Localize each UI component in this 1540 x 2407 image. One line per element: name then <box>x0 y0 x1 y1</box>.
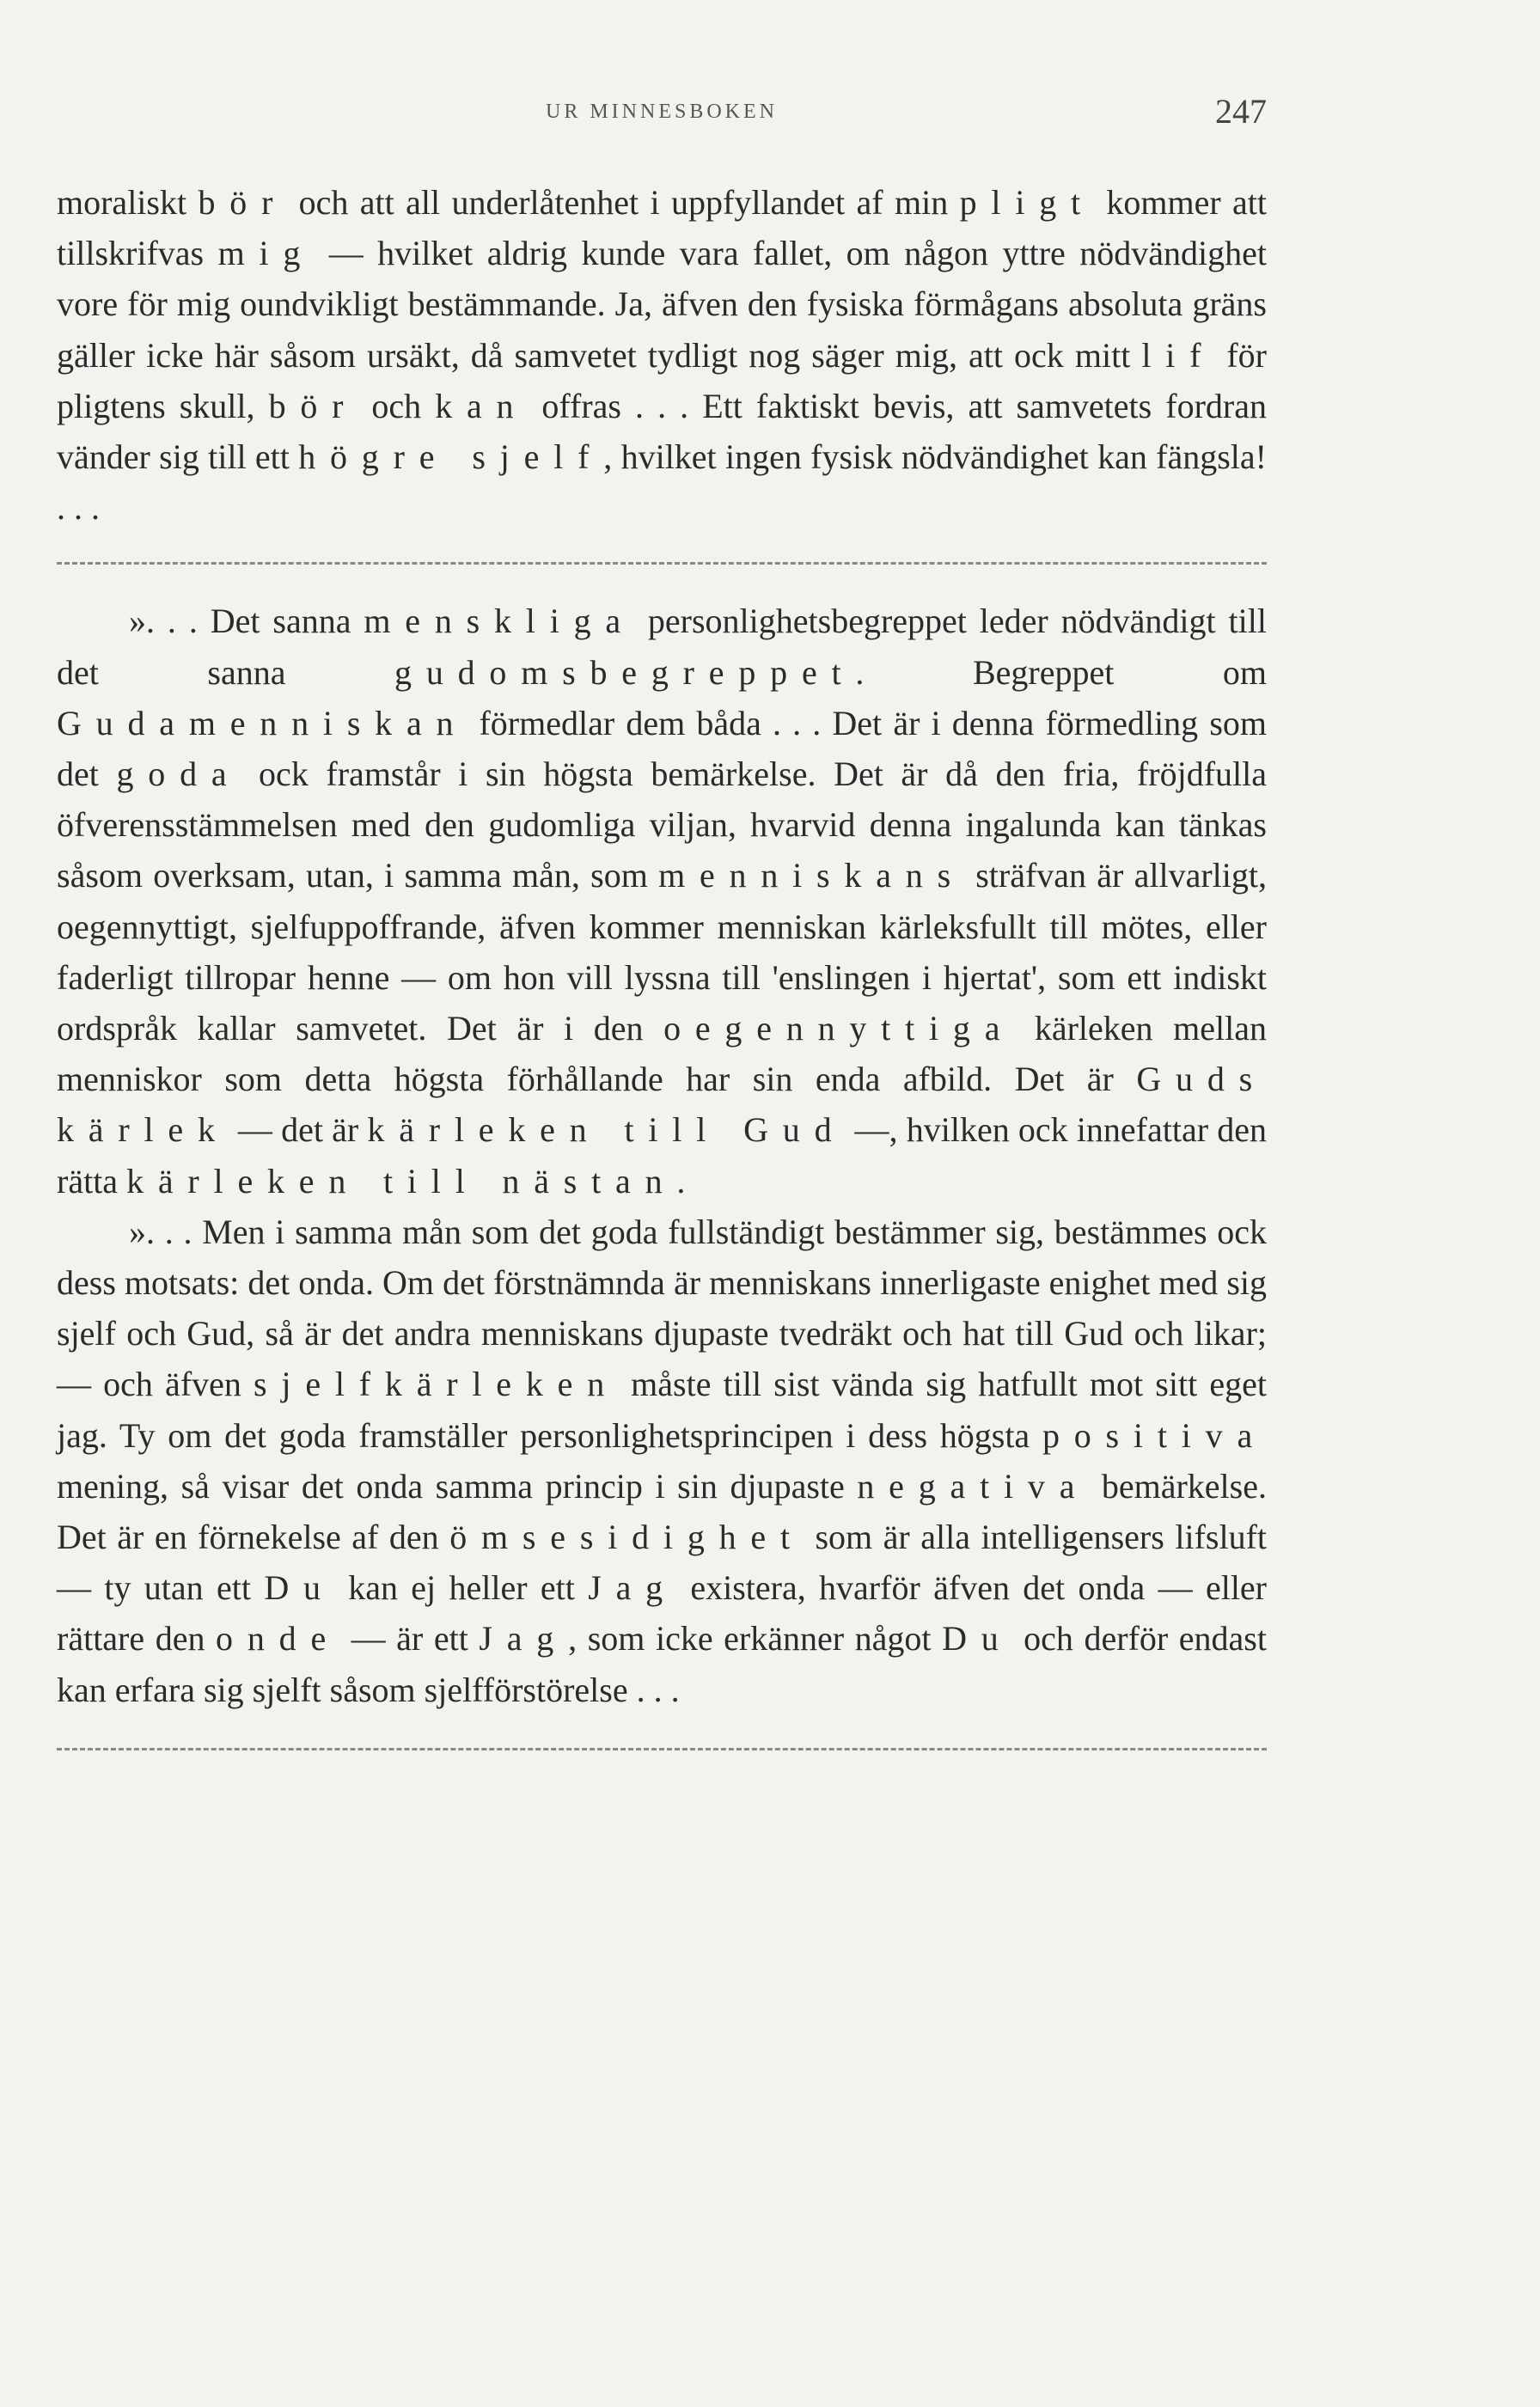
text-run: , som icke erkänner något <box>568 1619 943 1659</box>
text-run: och att all underlåtenhet i uppfyllandet af min <box>287 183 960 222</box>
spaced-emphasis: menniskans <box>658 856 965 895</box>
text-run: kan ej heller ett <box>334 1568 589 1608</box>
section-divider <box>57 562 1267 565</box>
running-head: UR MINNESBOKEN <box>545 101 778 123</box>
text-run: måste till sist vända sig hatfullt mot sitt eget jag. Ty om det goda framställer personlighetsprincipen i dess högsta <box>57 1365 1267 1455</box>
spaced-emphasis: gudomsbegreppet <box>394 652 856 692</box>
text-run: . Begreppet om <box>855 652 1267 692</box>
text-run: förmedlar dem båda . . . Det är i denna förmedling som det <box>57 703 1267 794</box>
text-run: — är ett <box>340 1619 480 1659</box>
text-run: — det är <box>229 1110 368 1150</box>
spaced-emphasis: positiva <box>1042 1415 1267 1455</box>
spaced-emphasis: bör <box>268 386 358 425</box>
text-run: — hvilket aldrig kunde vara fallet, om någon yttre nödvändighet vore för mig oundvikligt bestämmande. Ja, äfven den fysiska förmågans absoluta gräns gäller icke här såsom ursäkt, då samvetet tydligt nog säger mig, att ock mitt <box>57 234 1268 375</box>
spaced-emphasis: Jag <box>588 1568 677 1608</box>
text-run: bemärkelse. Det är en förnekelse af den <box>57 1466 1267 1557</box>
text-run: sträfvan är allvarligt, oegennyttigt, sjelfuppoffrande, äfven kommer menniskan kärleksfullt till mötes, eller faderligt tillropar henne — om hon vill lyssna till 'enslingen i hjertat', som ett indiskt ordspråk kallar samvetet. Det är i den <box>57 856 1267 1048</box>
text-run: moraliskt <box>57 183 199 222</box>
spaced-emphasis: kan <box>435 386 529 425</box>
text-body <box>57 177 1267 1781</box>
spaced-emphasis: ömsesidighet <box>449 1518 804 1557</box>
page-number: 247 <box>1215 92 1267 131</box>
text-run: existera, hvarför äfven det onda — eller rättare den <box>57 1568 1268 1659</box>
text-run: kommer att tillskrifvas <box>57 183 1268 273</box>
text-run: mening, så visar det onda samma princip i sin djupaste <box>57 1466 858 1506</box>
spaced-emphasis: kärleken till nästan <box>126 1161 677 1200</box>
spaced-emphasis: Du <box>942 1619 1013 1659</box>
text-run: för pligtens skull, <box>57 335 1268 425</box>
spaced-emphasis: onde <box>216 1619 341 1659</box>
text-run: , hvilket ingen fysisk nödvändighet kan fängsla! . . . <box>57 437 1267 528</box>
paragraph-1 <box>57 177 1267 533</box>
spaced-emphasis: Guds kärlek <box>57 1060 1267 1150</box>
text-run: personlighetsbegreppet leder nödvändigt till det sanna <box>57 602 1268 692</box>
text-run: ». . . Det sanna <box>129 602 364 641</box>
spaced-emphasis: Du <box>264 1568 335 1608</box>
spaced-emphasis: bör <box>198 183 288 222</box>
spaced-emphasis: negativa <box>857 1466 1090 1506</box>
text-run: och derför endast kan erfara sig sjelft såsom sjelfförstörelse . . . <box>57 1619 1267 1709</box>
spaced-emphasis: lif <box>1141 335 1216 375</box>
text-run: offras . . . Ett faktiskt bevis, att samvetets fordran vänder sig till ett <box>57 386 1267 477</box>
page-header <box>57 93 1267 131</box>
text-run: ». . . Men i samma mån som det goda fullständigt bestämmer sig, bestämmes ock dess motsats: det onda. Om det förstnämnda är menniskans innerligaste enighet med sig sjelf och Gud, så är det andra menniskans djupaste tvedräkt och hat till Gud och likar; — och äfven <box>57 1212 1267 1404</box>
text-run: och <box>358 386 436 425</box>
spaced-emphasis: Jag <box>479 1619 569 1659</box>
paragraph-3 <box>57 1207 1267 1715</box>
spaced-emphasis: sjelfkärleken <box>254 1365 620 1404</box>
text-run: ock framstår i sin högsta bemärkelse. Det är då den fria, fröjdfulla öfverensstämmelsen med den gudomliga viljan, hvarvid denna ingalunda kan tänkas såsom overksam, utan, i samma mån, som <box>57 754 1267 895</box>
text-run: kärleken mellan menniskor som detta högsta förhållande har sin enda afbild. Det är <box>57 1009 1267 1099</box>
spaced-emphasis: kärleken till Gud <box>367 1110 846 1150</box>
spaced-emphasis: menskliga <box>364 602 635 641</box>
spaced-emphasis: Gudamenniskan <box>57 703 468 742</box>
spaced-emphasis: goda <box>116 754 241 794</box>
spaced-emphasis: mig <box>217 234 315 273</box>
text-run: som är alla intelligensers lifsluft — ty utan ett <box>57 1518 1267 1608</box>
paragraph-2 <box>57 596 1267 1206</box>
spaced-emphasis: oegennyttiga <box>663 1009 1015 1048</box>
section-divider-end <box>57 1748 1267 1750</box>
spaced-emphasis: högre sjelf <box>298 437 604 477</box>
text-run: —, hvilken ock innefattar den rätta <box>57 1110 1267 1200</box>
spaced-emphasis: pligt <box>959 183 1095 222</box>
text-run: . <box>676 1161 686 1200</box>
